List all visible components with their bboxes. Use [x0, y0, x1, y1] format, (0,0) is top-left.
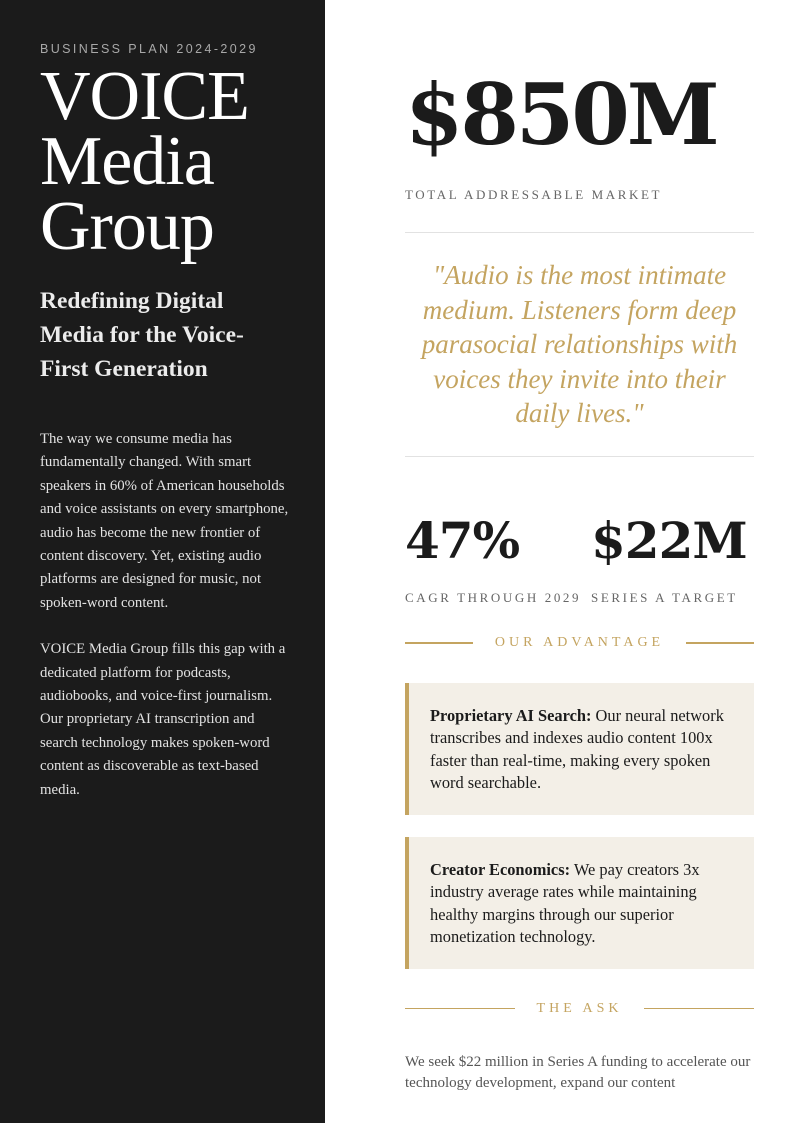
- company-name-line-1: VOICE: [40, 58, 249, 135]
- section-header-advantage: [405, 633, 754, 653]
- pull-quote: "Audio is the most intimate medium. Listeners form deep parasocial relationships with voices they invite into their daily lives.": [421, 260, 738, 428]
- card-body: We pay creators 3x industry average rates while maintaining healthy margins through our superior monetization technology.: [430, 859, 700, 946]
- intro-paragraph: The way we consume media has fundamentally changed. With smart speakers in 60% of American households and voice assistants on every smartphone, audio has become the new frontier of content discovery. Yet, existing audio platforms are designed for music, not spoken-word content.: [40, 431, 289, 611]
- intro-text: [40, 428, 290, 802]
- tagline: Redefining Digital Media for the Voice-First Generation: [40, 288, 244, 382]
- document-eyebrow: BUSINESS PLAN 2024-2029: [40, 42, 258, 56]
- stat-label: SERIES A TARGET: [591, 589, 738, 605]
- ask-paragraph: We seek $22 million in Series A funding to accelerate our technology development, expand our content: [405, 1053, 751, 1091]
- rule-right: [644, 1008, 754, 1009]
- stat-series-a: [591, 511, 754, 608]
- market-size-label: TOTAL ADDRESSABLE MARKET: [405, 187, 663, 202]
- card-body: Our neural network transcribes and indexes audio content 100x faster than real-time, making every spoken word searchable.: [430, 705, 724, 792]
- sidebar: [0, 0, 325, 1123]
- company-name-line-3: Group: [40, 188, 214, 265]
- advantage-card: [405, 837, 754, 969]
- divider: [405, 232, 754, 233]
- rule-right: [686, 642, 754, 644]
- stat-label: CAGR THROUGH 2029: [405, 589, 582, 605]
- company-name: [40, 58, 285, 265]
- stat-value: $22M: [591, 510, 747, 570]
- section-title: THE ASK: [536, 1000, 623, 1016]
- key-stats: [405, 511, 754, 608]
- company-name-line-2: Media: [40, 123, 214, 200]
- advantage-card: [405, 683, 754, 815]
- rule-left: [405, 642, 473, 644]
- stat-cagr: [405, 511, 591, 608]
- divider: [405, 456, 754, 457]
- section-header-ask: [405, 999, 754, 1019]
- market-size-value: $850M: [405, 65, 717, 164]
- section-title: OUR ADVANTAGE: [494, 634, 665, 650]
- main-content: [405, 0, 754, 1094]
- intro-paragraph: VOICE Media Group fills this gap with a dedicated platform for podcasts, audiobooks, and voice-first journalism. Our proprietary AI transcription and search technology makes spoken-word content as discoverable as text-based media.: [40, 641, 286, 798]
- stat-value: 47%: [405, 510, 520, 570]
- card-heading: Proprietary AI Search:: [430, 705, 592, 725]
- rule-left: [405, 1008, 515, 1009]
- card-heading: Creator Economics:: [430, 859, 571, 879]
